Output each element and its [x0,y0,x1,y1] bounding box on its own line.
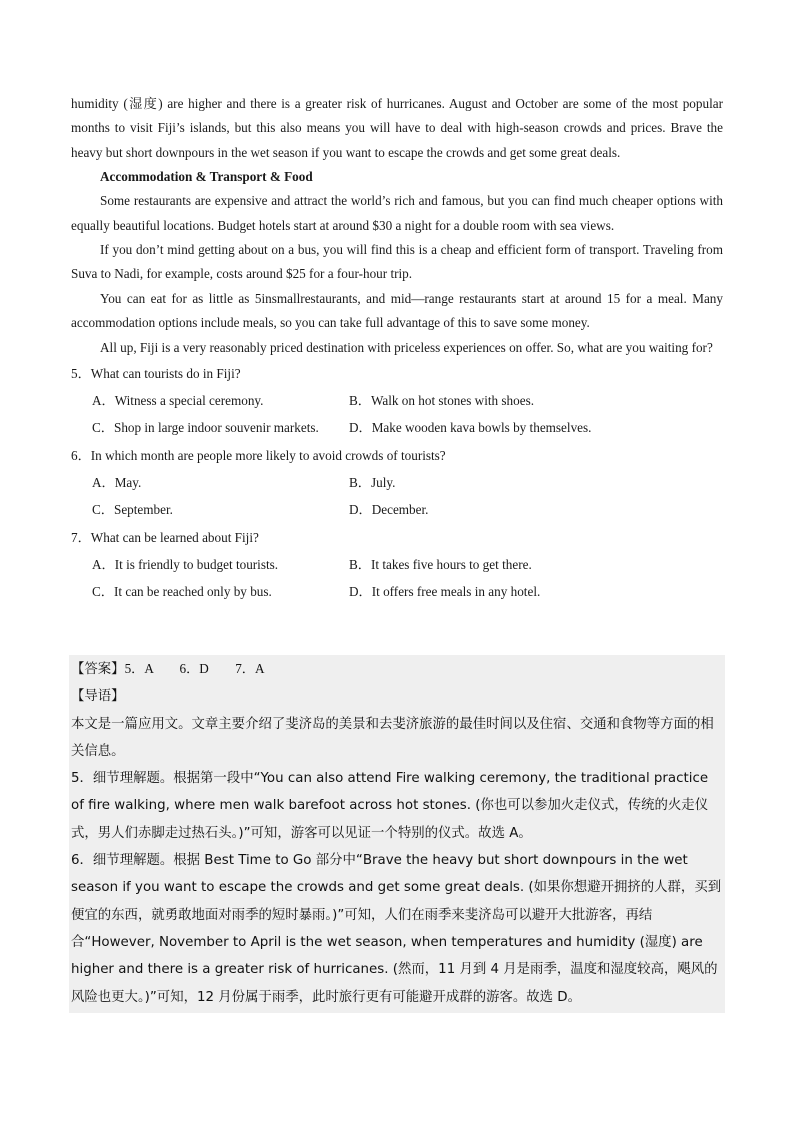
option-a: A．It is friendly to budget tourists. [92,556,279,572]
option-b: B．It takes five hours to get there. [349,556,532,572]
answer-section [69,655,725,1013]
question-stem: 5．What can tourists do in Fiji? [71,366,241,382]
explanation-6: 6．细节理解题。根据 Best Time to Go 部分中“Brave the heavy but short downpours in the wet season if you want to escape the crowds and get some great deals. (如果你想避开拥挤的人群，买到便宜的东西，就勇敢地面对雨季的短时暴雨。)”可知，人们在雨季来斐济岛可以避开大批游客，再结合“However, November to April is the wet season, when temperatures and humidity (湿度) are higher and there is a greater risk of hurricanes. (然而，11 月到 4 月是雨季，温度和湿度较高，飓风的风险也更大。)”可知，12 月份属于雨季，此时旅行更有可能避开成群的游客。故选 D。 [71,853,722,1005]
option-d: D．Make wooden kava bowls by themselves. [349,420,592,436]
passage [71,92,723,606]
paragraph-transport: If you don’t mind getting about on a bus, you will find this is a cheap and efficient form of transport. Traveling from Suva to Nadi, for example, costs around $25 for a four-hour trip. [71,242,723,282]
paragraph-conclusion: All up, Fiji is a very reasonably priced destination with priceless experiences on offer. So, what are you waiting for? [100,339,713,355]
guide-label: 【导语】 [71,689,125,705]
answer-row [71,655,723,683]
question-7 [71,524,723,606]
question-stem: 6．In which month are people more likely to avoid crowds of tourists? [71,447,446,463]
paragraph-restaurants: Some restaurants are expensive and attract the world’s rich and famous, but you can find much cheaper options with equally beautiful locations. Budget hotels start at around $30 a night for a double room with sea views. [71,193,723,233]
option-c: C．Shop in large indoor souvenir markets. [92,420,319,436]
option-c: C．It can be reached only by bus. [92,584,272,600]
option-c: C．September. [92,502,173,518]
paragraph-weather: humidity (湿度) are higher and there is a greater risk of hurricanes. August and October are some of the most popular months to visit Fiji’s islands, but this also means you will have to deal with high-season crowds and prices. Brave the heavy but short downpours in the wet season if you want to escape the crowds and get some great deals. [71,96,723,160]
answer-values: 5．A 6．D 7．A [124,661,265,676]
section-heading: Accommodation & Transport & Food [100,169,313,185]
option-b: B．Walk on hot stones with shoes. [349,393,535,409]
answer-label: 【答案】 [71,662,125,677]
question-6 [71,442,723,524]
option-a: A．May. [92,474,142,490]
option-b: B．July. [349,474,396,490]
option-a: A．Witness a special ceremony. [92,393,264,409]
option-d: D．December. [349,502,429,518]
guide-text: 本文是一篇应用文。文章主要介绍了斐济岛的美景和去斐济旅游的最佳时间以及住宿、交通和食物等方面的相关信息。 [71,716,714,759]
question-5 [71,360,723,442]
paragraph-food: You can eat for as little as 5insmallrestaurants, and mid—range restaurants start at around 15 for a meal. Many accommodation options include meals, so you can take full advantage of this to save some money. [71,290,723,331]
question-stem: 7．What can be learned about Fiji? [71,529,259,545]
option-d: D．It offers free meals in any hotel. [349,584,541,600]
explanation-5: 5．细节理解题。根据第一段中“You can also attend Fire walking ceremony, the traditional practice of fire walking, where men walk barefoot across hot stones. (你也可以参加火走仪式，传统的火走仪式，男人们赤脚走过热石头。)”可知，游客可以见证一个特别的仪式。故选 A。 [71,771,709,841]
